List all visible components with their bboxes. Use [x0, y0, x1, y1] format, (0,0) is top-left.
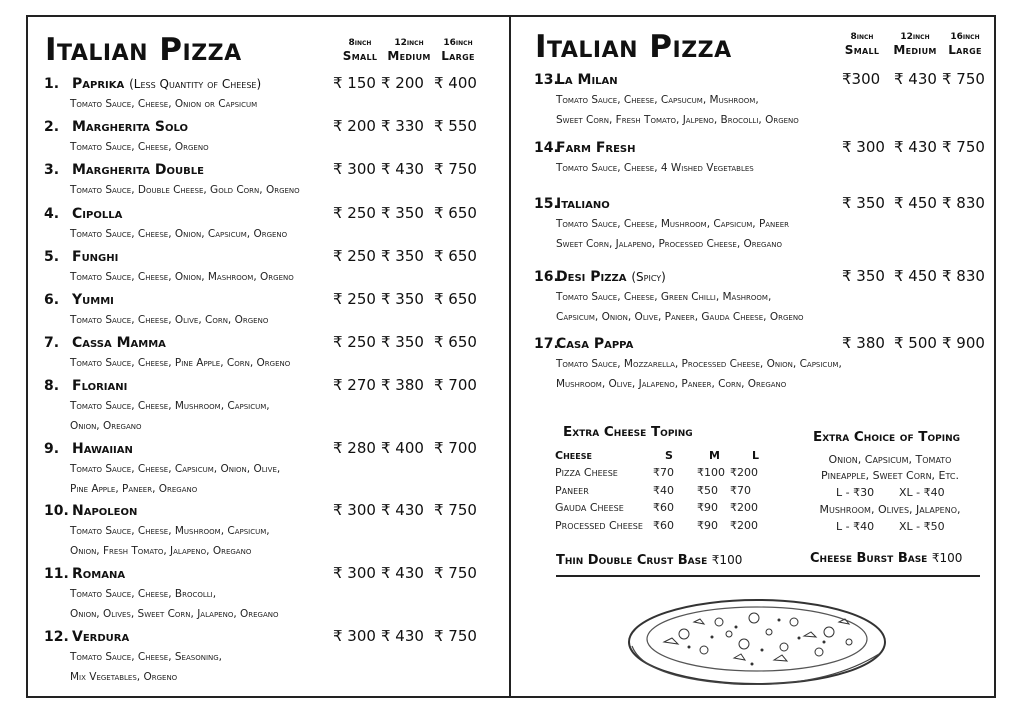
menu-item-number: 11. [44, 566, 69, 582]
menu-item-price-small: ₹ 250 [333, 290, 376, 308]
extra-choice-group2-line1: Mushroom, Olives, Jalapeno, [819, 503, 961, 516]
menu-item-name: Margherita Double [72, 162, 204, 178]
menu-item-ingredients: Onion, Oregano [70, 420, 142, 432]
extra-cheese-price-m: ₹100 [697, 466, 725, 479]
menu-item-price-small: ₹ 200 [333, 117, 376, 135]
right-page-title: Italian Pizza [535, 29, 732, 65]
menu-item-price-medium: ₹ 450 [894, 267, 937, 285]
menu-item-ingredients: Tomato Sauce, Cheese, Onion, Mashroom, Orgeno [70, 271, 294, 283]
extra-choice-group1-price-l: L - ₹30 [836, 486, 875, 499]
menu-item-price-large: ₹ 750 [434, 501, 477, 519]
menu-item-price-small: ₹ 300 [333, 160, 376, 178]
menu-item-ingredients: Tomato Sauce, Cheese, 4 Wished Vegetables [556, 162, 754, 174]
menu-item-number: 17. [534, 336, 559, 352]
menu-item-price-large: ₹ 830 [942, 194, 985, 212]
extra-cheese-name: Gauda Cheese [555, 501, 624, 514]
menu-item-ingredients: Mix Vegetables, Orgeno [70, 671, 178, 683]
menu-item-ingredients: Onion, Fresh Tomato, Jalapeno, Oregano [70, 545, 252, 557]
menu-item-price-medium: ₹ 350 [381, 333, 424, 351]
menu-item-price-large: ₹ 650 [434, 204, 477, 222]
menu-item-ingredients: Tomato Sauce, Cheese, Mushroom, Capsicum, [70, 400, 270, 412]
extra-cheese-price-l: ₹70 [730, 483, 751, 497]
cheese-burst-base-label: Cheese Burst Base [810, 551, 928, 566]
menu-item-name: Cassa Mamma [72, 335, 166, 351]
menu-item-price-large: ₹ 750 [942, 70, 985, 88]
left-size-name-2: Medium [387, 49, 431, 64]
menu-item-number: 1. [44, 76, 60, 92]
left-size-inch-3: 16inch [443, 38, 473, 48]
menu-item-price-large: ₹ 830 [942, 267, 985, 285]
menu-item-ingredients: Tomato Sauce, Mozzarella, Processed Cheese, Onion, Capsicum, [556, 358, 842, 370]
menu-item-price-small: ₹ 300 [333, 627, 376, 645]
menu-item-title [534, 337, 633, 351]
extra-choice-group2-price-l: L - ₹40 [836, 520, 875, 533]
extra-cheese-price-l: ₹200 [730, 501, 758, 514]
menu-item-note: (Spicy) [631, 270, 666, 284]
menu-item-price-small: ₹ 350 [842, 194, 885, 212]
pizza-sketch-icon [624, 592, 894, 694]
menu-item-title [44, 336, 166, 350]
extra-cheese-price-s: ₹70 [653, 466, 674, 479]
thin-crust-base-label: Thin Double Crust Base [556, 553, 708, 568]
extra-cheese-price-m: ₹50 [697, 483, 718, 497]
menu-item-ingredients: Tomato Sauce, Cheese, Brocolli, [70, 588, 217, 600]
right-size-name-2: Medium [893, 43, 937, 58]
menu-item-ingredients: Sweet Corn, Jalapeno, Processed Cheese, Oregano [556, 238, 783, 250]
extra-cheese-price-s: ₹40 [653, 483, 674, 497]
extra-cheese-name: Processed Cheese [555, 518, 643, 532]
menu-item-name: Desi Pizza [556, 269, 627, 285]
menu-item-ingredients: Tomato Sauce, Cheese, Mushroom, Capsicum, [70, 525, 270, 537]
menu-item-price-medium: ₹ 400 [381, 439, 424, 457]
menu-item-name: Cipolla [72, 206, 123, 222]
extra-cheese-header-1: Cheese [555, 449, 592, 462]
menu-item-title [44, 293, 114, 307]
menu-item-title [534, 141, 636, 155]
menu-item-ingredients: Tomato Sauce, Cheese, Onion or Capsicum [70, 98, 258, 110]
extra-choice-title: Extra Choice of Toping [813, 429, 961, 445]
menu-item-title [44, 567, 125, 581]
menu-item-name: Floriani [72, 378, 128, 394]
menu-item-number: 16. [534, 269, 559, 285]
menu-item-title [44, 504, 137, 518]
menu-item-title [44, 379, 127, 393]
menu-item-name: Margherita Solo [72, 119, 188, 135]
menu-item-price-medium: ₹ 350 [381, 204, 424, 222]
menu-item-title [44, 163, 204, 177]
right-size-col-3 [933, 32, 997, 58]
menu-item-price-medium: ₹ 430 [381, 564, 424, 582]
left-size-inch-2: 12inch [394, 38, 424, 48]
menu-item-ingredients: Onion, Olives, Sweet Corn, Jalapeno, Oregano [70, 608, 279, 620]
menu-item-price-medium: ₹ 430 [381, 160, 424, 178]
menu-item-title [44, 250, 118, 264]
extra-choice-group2-price-xl: XL - ₹50 [899, 520, 945, 533]
menu-item-title [44, 442, 133, 456]
menu-item-title [534, 197, 610, 211]
extra-choice-group1-line2: Pineapple, Sweet Corn, Etc. [820, 469, 959, 482]
menu-item-number: 3. [44, 162, 60, 178]
extra-cheese-title: Extra Cheese Toping [563, 424, 693, 440]
left-size-name-1: Small [342, 49, 378, 64]
left-page-title: Italian Pizza [45, 32, 242, 68]
menu-item-ingredients: Tomato Sauce, Cheese, Mushroom, Capsicum, Paneer [556, 218, 790, 230]
menu-item-price-small: ₹ 300 [842, 138, 885, 156]
extra-cheese-name: Pizza Cheese [555, 466, 618, 479]
right-size-inch-3: 16inch [950, 32, 980, 42]
menu-item-name: Funghi [72, 249, 119, 265]
menu-item-price-large: ₹ 550 [434, 117, 477, 135]
menu-item-price-large: ₹ 700 [434, 439, 477, 457]
menu-item-ingredients: Tomato Sauce, Cheese, Capsicum, Onion, Olive, [70, 463, 281, 475]
extra-choice-group1-line1: Onion, Capsicum, Tomato [828, 453, 952, 466]
menu-item-title [44, 207, 122, 221]
menu-item-name: La Milan [556, 72, 618, 88]
menu-item-number: 4. [44, 206, 60, 222]
menu-item-price-small: ₹ 250 [333, 247, 376, 265]
menu-item-price-small: ₹300 [842, 70, 881, 88]
thin-crust-base-price: ₹100 [711, 553, 743, 567]
menu-item-number: 14. [534, 140, 559, 156]
menu-item-ingredients: Tomato Sauce, Cheese, Green Chilli, Mashroom, [556, 291, 772, 303]
menu-item-price-medium: ₹ 450 [894, 194, 937, 212]
extra-cheese-name: Paneer [555, 483, 589, 497]
menu-item-price-large: ₹ 650 [434, 247, 477, 265]
menu-item-price-medium: ₹ 350 [381, 247, 424, 265]
bases-underline [556, 575, 980, 577]
menu-item-name: Verdura [72, 629, 130, 645]
menu-item-note: (Less Quantity of Cheese) [129, 77, 262, 91]
cheese-burst-base [810, 552, 962, 565]
menu-item-price-small: ₹ 300 [333, 501, 376, 519]
menu-item-number: 8. [44, 378, 60, 394]
page-divider [509, 15, 511, 698]
extra-cheese-price-l: ₹200 [730, 466, 758, 479]
menu-item-number: 12. [44, 629, 69, 645]
menu-item-name: Farm Fresh [556, 140, 636, 156]
menu-item-ingredients: Capsicum, Onion, Olive, Paneer, Gauda Cheese, Orgeno [556, 311, 804, 323]
menu-item-name: Paprika [72, 76, 125, 92]
menu-item-title [534, 270, 666, 284]
menu-item-price-large: ₹ 750 [434, 627, 477, 645]
menu-item-price-medium: ₹ 500 [894, 334, 937, 352]
cheese-burst-base-price: ₹100 [931, 551, 963, 565]
menu-item-price-small: ₹ 300 [333, 564, 376, 582]
menu-item-price-small: ₹ 280 [333, 439, 376, 457]
menu-item-title [44, 77, 261, 91]
menu-item-price-medium: ₹ 350 [381, 290, 424, 308]
menu-item-price-large: ₹ 750 [434, 160, 477, 178]
menu-item-price-small: ₹ 250 [333, 204, 376, 222]
right-size-name-1: Small [844, 43, 880, 58]
menu-item-price-medium: ₹ 430 [894, 70, 937, 88]
extra-cheese-header-2: S [665, 449, 673, 462]
menu-item-ingredients: Mushroom, Olive, Jalapeno, Paneer, Corn, Oregano [556, 378, 787, 390]
menu-item-ingredients: Tomato Sauce, Cheese, Orgeno [70, 141, 209, 153]
menu-item-name: Hawaiian [72, 441, 133, 457]
menu-item-number: 6. [44, 292, 60, 308]
menu-item-number: 9. [44, 441, 60, 457]
menu-item-title [44, 630, 129, 644]
thin-crust-base [556, 554, 742, 567]
menu-item-price-medium: ₹ 430 [381, 627, 424, 645]
menu-item-ingredients: Tomato Sauce, Cheese, Capsucum, Mushroom, [556, 94, 759, 106]
menu-item-title [534, 73, 618, 87]
extra-cheese-price-s: ₹60 [653, 518, 674, 532]
right-size-inch-2: 12inch [900, 32, 930, 42]
menu-item-price-large: ₹ 700 [434, 376, 477, 394]
extra-choice-group1-price-xl: XL - ₹40 [899, 486, 945, 499]
right-size-name-3: Large [948, 43, 982, 58]
menu-item-number: 5. [44, 249, 60, 265]
menu-item-ingredients: Pine Apple, Paneer, Oregano [70, 483, 198, 495]
menu-item-price-medium: ₹ 430 [894, 138, 937, 156]
menu-item-price-small: ₹ 250 [333, 333, 376, 351]
menu-item-ingredients: Tomato Sauce, Cheese, Pine Apple, Corn, Orgeno [70, 357, 291, 369]
menu-item-name: Casa Pappa [556, 336, 634, 352]
menu-item-ingredients: Tomato Sauce, Double Cheese, Gold Corn, Orgeno [70, 184, 300, 196]
menu-item-number: 13. [534, 72, 559, 88]
menu-item-name: Yummi [72, 292, 114, 308]
menu-item-price-small: ₹ 150 [333, 74, 376, 92]
menu-item-price-large: ₹ 750 [434, 564, 477, 582]
left-size-name-3: Large [441, 49, 475, 64]
menu-item-name: Romana [72, 566, 126, 582]
extra-cheese-price-m: ₹90 [697, 501, 718, 514]
menu-item-name: Napoleon [72, 503, 138, 519]
menu-item-price-small: ₹ 270 [333, 376, 376, 394]
left-size-inch-1: 8inch [348, 38, 372, 48]
menu-item-price-large: ₹ 650 [434, 290, 477, 308]
menu-item-number: 7. [44, 335, 60, 351]
menu-item-price-large: ₹ 750 [942, 138, 985, 156]
menu-item-ingredients: Tomato Sauce, Cheese, Seasoning, [70, 651, 223, 663]
menu-item-number: 10. [44, 503, 69, 519]
menu-item-name: Italiano [556, 196, 610, 212]
menu-item-price-large: ₹ 900 [942, 334, 985, 352]
menu-item-price-large: ₹ 650 [434, 333, 477, 351]
menu-item-price-small: ₹ 350 [842, 267, 885, 285]
extra-cheese-header-3: M [709, 449, 720, 462]
right-size-inch-1: 8inch [850, 32, 874, 42]
menu-item-number: 15. [534, 196, 559, 212]
menu-item-price-medium: ₹ 430 [381, 501, 424, 519]
menu-item-price-medium: ₹ 330 [381, 117, 424, 135]
menu-item-price-large: ₹ 400 [434, 74, 477, 92]
extra-cheese-header-4: L [752, 449, 760, 462]
menu-item-price-small: ₹ 380 [842, 334, 885, 352]
extra-cheese-price-s: ₹60 [653, 501, 674, 514]
menu-item-ingredients: Tomato Sauce, Cheese, Onion, Capsicum, Orgeno [70, 228, 288, 240]
menu-item-price-medium: ₹ 200 [381, 74, 424, 92]
menu-item-price-medium: ₹ 380 [381, 376, 424, 394]
menu-item-ingredients: Tomato Sauce, Cheese, Olive, Corn, Orgeno [70, 314, 269, 326]
extra-cheese-price-l: ₹200 [730, 518, 758, 532]
extra-cheese-price-m: ₹90 [697, 518, 718, 532]
menu-item-number: 2. [44, 119, 60, 135]
menu-item-ingredients: Sweet Corn, Fresh Tomato, Jalpeno, Brocolli, Orgeno [556, 114, 799, 126]
menu-item-title [44, 120, 188, 134]
left-size-col-3 [426, 38, 490, 64]
